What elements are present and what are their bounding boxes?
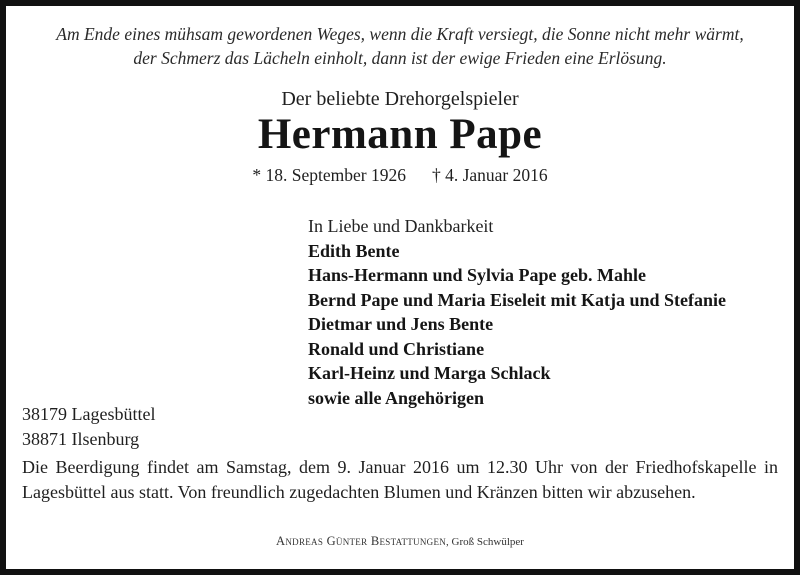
places-list: [22, 402, 155, 451]
mourner-name: sowie alle Angehörigen: [308, 387, 484, 408]
mourner-name: Hans-Hermann und Sylvia Pape geb. Mahle: [308, 265, 647, 285]
mourner-name: Dietmar und Jens Bente: [308, 314, 494, 334]
birth-date: * 18. September 1926: [252, 165, 406, 185]
mourner-name: Karl-Heinz und Marga Schlack: [308, 363, 551, 383]
death-date: † 4. Januar 2016: [431, 165, 548, 185]
deceased-name: Hermann Pape: [257, 111, 543, 158]
mourner-name: Edith Bente: [308, 240, 400, 261]
intro-quote: [20, 22, 780, 70]
mourners-list: [308, 214, 726, 410]
place-line: 38871 Ilsenburg: [22, 428, 140, 449]
funeral-details: Die Beerdigung findet am Samstag, dem 9. Januar 2016 um 12.30 Uhr von der Friedhofskapelle in Lagesbüttel aus statt. Von freundlich zugedachten Blumen und Kränzen bitten wir abzusehen.: [22, 457, 778, 502]
mourner-name: Bernd Pape und Maria Eiseleit mit Katja und Stefanie: [308, 289, 726, 310]
mourner-name: Ronald und Christiane: [308, 338, 485, 359]
funeral-home-name: Andreas Günter Bestattungen: [276, 534, 447, 548]
place-line: 38179 Lagesbüttel: [22, 404, 156, 424]
intro-line: Am Ende eines mühsam gewordenen Weges, wenn die Kraft versiegt, die Sonne nicht mehr wärmt,: [56, 24, 744, 44]
funeral-home-credit: [0, 534, 800, 549]
funeral-home-location: , Groß Schwülper: [446, 536, 524, 548]
mourners-lead: In Liebe und Dankbarkeit: [308, 216, 494, 236]
intro-line: der Schmerz das Lächeln einholt, dann ist der ewige Frieden eine Erlösung.: [133, 48, 667, 68]
life-dates: [0, 165, 800, 186]
deceased-description: Der beliebte Drehorgelspieler: [281, 88, 519, 110]
